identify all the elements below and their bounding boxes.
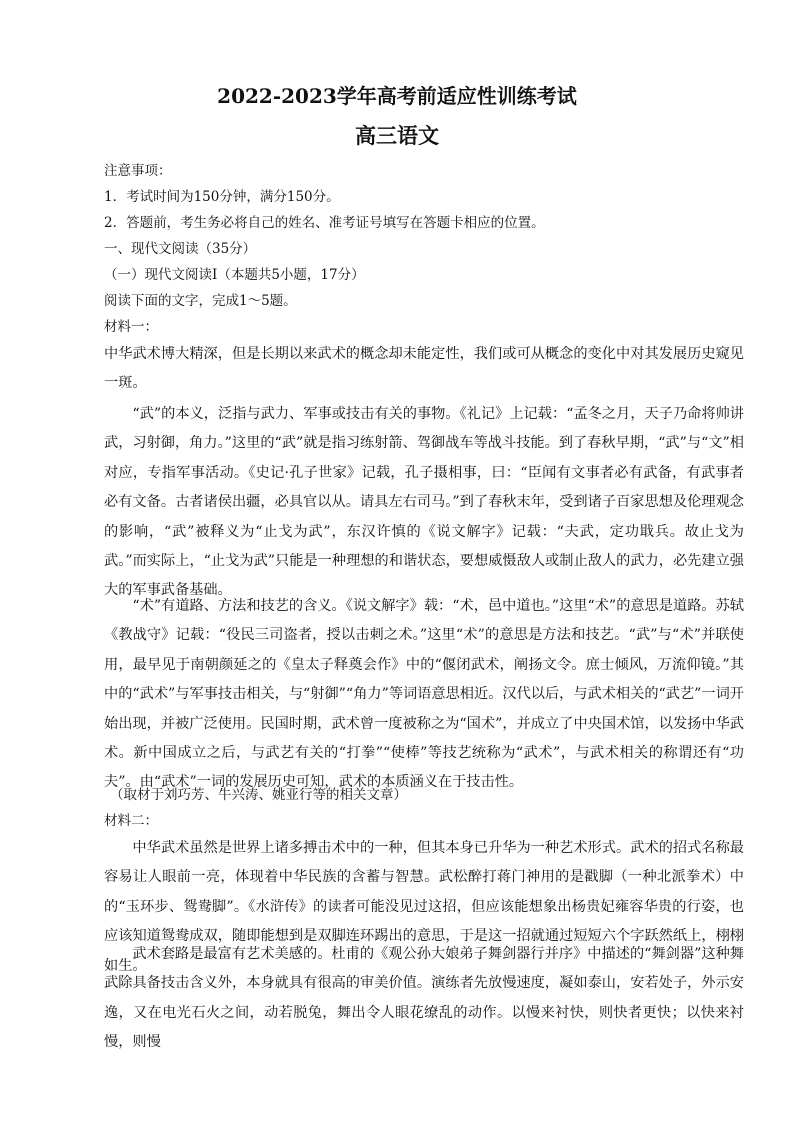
- material-1-paragraph-1: 中华武术博大精深，但是长期以来武术的概念却未能定性，我们或可从概念的变化中对其发展历史窥见一斑。: [104, 346, 744, 392]
- exam-title: 2022-2023学年高考前适应性训练考试: [217, 84, 577, 108]
- material-1-label: 材料一：: [104, 319, 158, 335]
- material-1-paragraph-2: “武”的本义，泛指与武力、军事或技击有关的事物。《礼记》上记载：“孟冬之月，天子乃命将帅讲武，习射御，角力。”这里的“武”就是指习练射箭、驾御战车等战斗技能。到了春秋早期，“武”与“文”相对应，专指军事活动。《史记·孔子世家》记载，孔子摄相事，曰：“臣闻有文事者必有武备，有武事者必有文备。古者诸侯出疆，必具官以从。请具左右司马。”到了春秋末年，受到诸子百家思想及伦理观念的影响，“武”被释义为“止戈为武”，东汉许慎的《说文解字》记载：“夫武，定功戢兵。故止戈为武。”而实际上，“止戈为武”只能是一种理想的和谐状态，要想威慑敌人或制止敌人的武力，必先建立强大的军事武备基础。: [104, 406, 744, 599]
- notice-item-2: 2．答题前，考生务必将自己的姓名、准考证号填写在答题卡相应的位置。: [104, 215, 545, 231]
- material-2-paragraph-2: 武术套路是最富有艺术美感的。杜甫的《观公孙大娘弟子舞剑器行并序》中描述的“舞剑器”这种舞武除具备技击含义外，本身就具有很高的审美价值。演练者先放慢速度，凝如泰山，安若处子，外示安逸，又在电光石火之间，动若脱兔，舞出令人眼花缭乱的动作。以慢来衬快，则快者更快；以快来衬慢，则慢: [104, 946, 744, 1051]
- notice-heading: 注意事项：: [104, 163, 172, 179]
- material-2-paragraph-1: 中华武术虽然是世界上诸多搏击术中的一种，但其本身已升华为一种艺术形式。武术的招式名称最容易让人眼前一亮，体现着中华民族的含蓄与智慧。武松醉打蒋门神用的是戳脚（一种北派拳术）中的“玉环步、鸳鸯脚”。《水浒传》的读者可能没见过这招，但应该能想象出杨贵妃雍容华贵的行姿，也应该知道鸳鸯成双，随即能想到是双脚连环踢出的意思，于是这一招就通过短短六个字跃然纸上，栩栩如生。: [104, 840, 744, 974]
- subject-title: 高三语文: [355, 123, 439, 148]
- reading-instruction: 阅读下面的文字，完成1～5题。: [104, 293, 297, 309]
- section-subtitle: （一）现代文阅读I（本题共5小题，17分）: [104, 267, 365, 283]
- material-2-label: 材料二：: [104, 813, 158, 829]
- section-title: 一、现代文阅读（35分）: [104, 241, 257, 257]
- material-1-paragraph-3: “术”有道路、方法和技艺的含义。《说文解字》载：“术，邑中道也。”这里“术”的意思是道路。苏轼《教战守》记载：“役民三司盗者，授以击刺之术。”这里“术”的意思是方法和技艺。“武”与“术”并联使用，最早见于南朝颜延之的《皇太子释奠会作》中的“偃闭武术，阐扬文令。庶士倾风，万流仰镜。”其中的“武术”与军事技击相关，与“射御”“角力”等词语意思相近。汉代以后，与武术相关的“武艺”一词开始出现，并被广泛使用。民国时期，武术曾一度被称之为“国术”，并成立了中央国术馆，以发扬中华武术。新中国成立之后，与武艺有关的“打拳”“使棒”等技艺统称为“武术”，与武术相关的称谓还有“功夫”。由“武术”一词的发展历史可知，武术的本质涵义在于技击性。: [104, 598, 744, 791]
- notice-item-1: 1．考试时间为150分钟，满分150分。: [104, 189, 340, 205]
- material-1-source: （取材于刘巧芳、牛兴涛、姚亚行等的相关文章）: [110, 787, 407, 803]
